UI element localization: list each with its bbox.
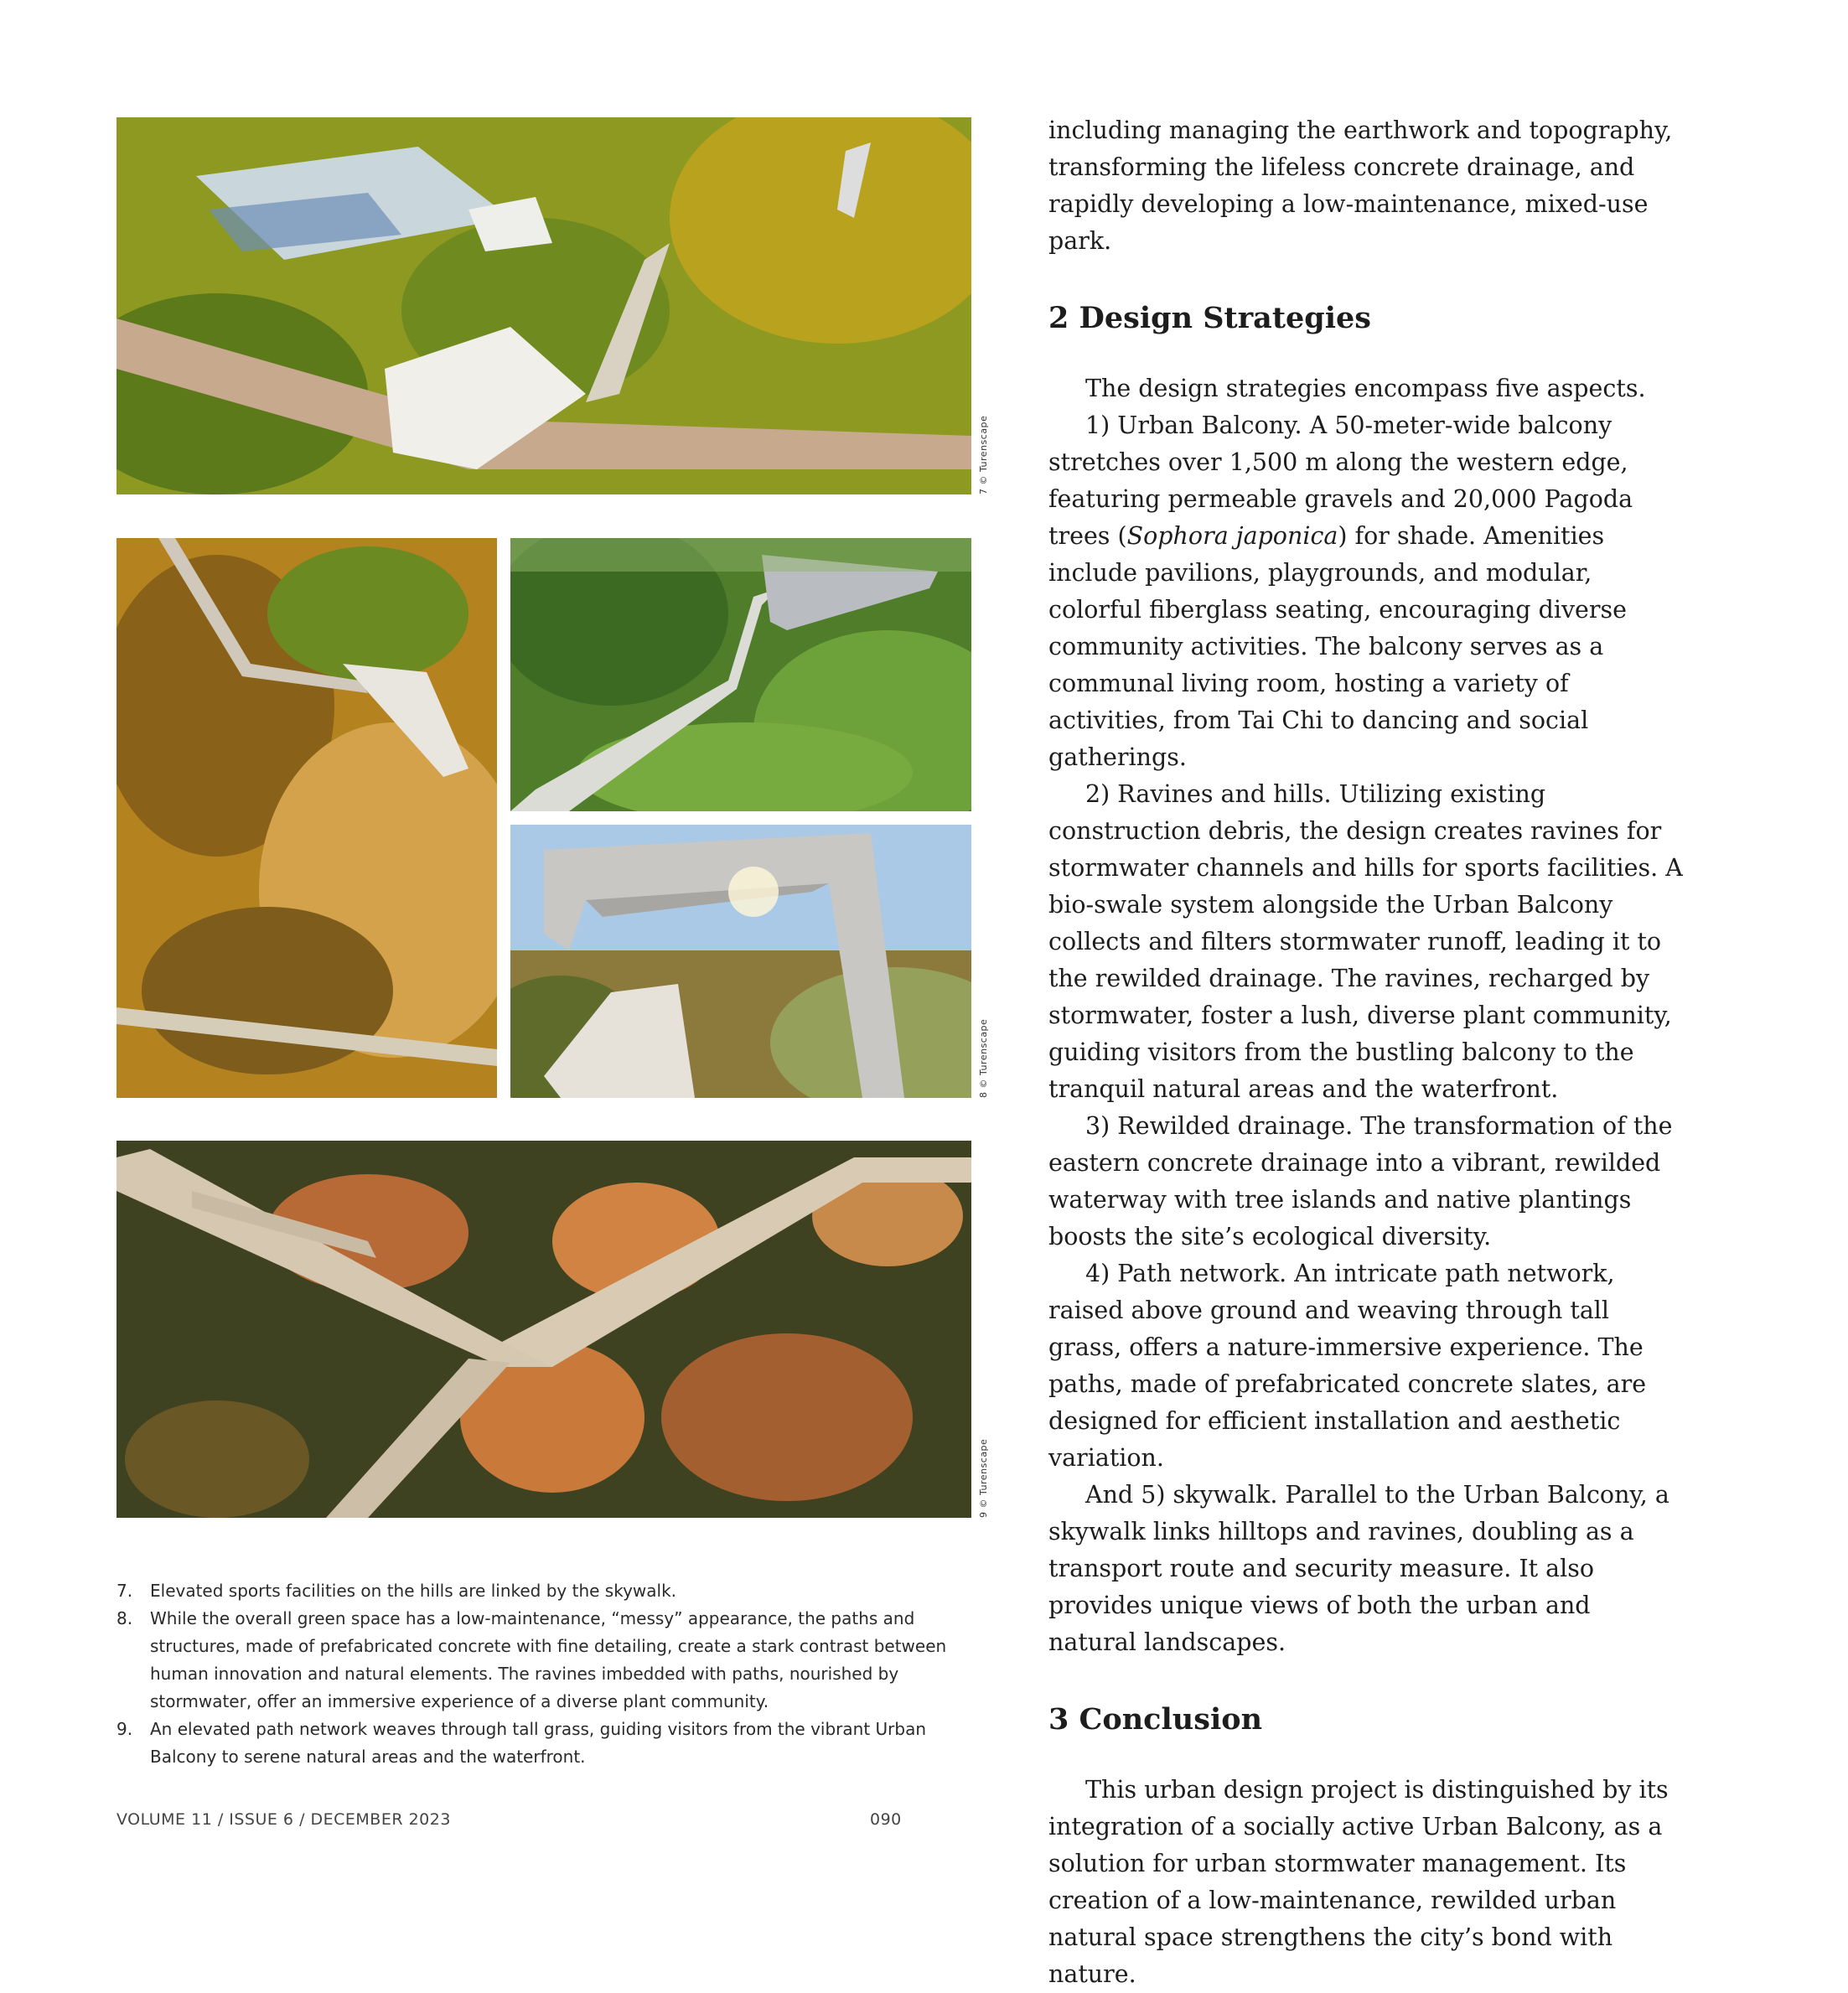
heading-conclusion: 3 Conclusion xyxy=(1048,1702,1263,1737)
footer-volume: VOLUME 11 / ISSUE 6 / DECEMBER 2023 xyxy=(116,1810,451,1829)
figure-captions xyxy=(116,1577,971,1771)
paragraph-aspects: The design strategies encompass five aspects. xyxy=(1085,375,1646,402)
paragraph-urban-balcony: 1) Urban Balcony. A 50-meter-wide balcony stretches over 1,500 m along the western edge, featuring permeable gravels and 20,000 Pagoda trees (Sophora japonica) for shade. Amenities include pavilions, playgrounds, and modular, colorful fiberglass seating, encouraging diverse community activities. The balcony serves as a communal living room, hosting a variety of activities, from Tai Chi to dancing and social gatherings. xyxy=(1048,412,1633,771)
paragraph-rewilded-drainage: 3) Rewilded drainage. The transformation of the eastern concrete drainage into a vibrant, rewilded waterway with tree islands and native plantings boosts the site’s ecological diversity. xyxy=(1048,1112,1673,1250)
paragraph-skywalk: And 5) skywalk. Parallel to the Urban Balcony, a skywalk links hilltops and ravines, doubling as a transport route and security measure. It also provides unique views of both the urban and natural landscapes. xyxy=(1048,1481,1669,1656)
photo-green-path xyxy=(510,538,971,811)
caption-7: 7. Elevated sports facilities on the hills are linked by the skywalk. xyxy=(116,1581,677,1601)
photo-pavilion xyxy=(510,825,971,1098)
paragraph-path-network: 4) Path network. An intricate path network, raised above ground and weaving through tall grass, offers a nature-immersive experience. The paths, made of prefabricated concrete slates, are designed for efficient installation and aesthetic variation. xyxy=(1048,1260,1647,1472)
photo-sports-court-skywalk xyxy=(116,117,971,494)
photo-golden-ravine xyxy=(116,538,497,1098)
paragraph-conclusion: This urban design project is distinguished by its integration of a socially active Urban Balcony, as a solution for urban stormwater management. Its creation of a low-maintenance, rewilded urban natural space strengthens the city’s bond with nature. xyxy=(1048,1776,1669,1988)
photo-credit-7: 7 © Turenscape xyxy=(978,415,989,494)
caption-8: 8. While the overall green space has a low-maintenance, “messy” appearance, the paths and structures, made of prefabricated concrete with fine detailing, create a stark contrast between human innovation and natural elements. The ravines imbedded with paths, nourished by stormwater, offer an immersive experience of a diverse plant community. xyxy=(116,1608,947,1711)
caption-9: 9. An elevated path network weaves through tall grass, guiding visitors from the vibrant Urban Balcony to serene natural areas and the waterfront. xyxy=(116,1719,927,1767)
photo-credit-8: 8 © Turenscape xyxy=(978,1018,989,1098)
paragraph-ravines-hills: 2) Ravines and hills. Utilizing existing construction debris, the design creates ravines for stormwater channels and hills for sports facilities. A bio-swale system alongside the Urban Balcony collects and filters stormwater runoff, leading it to the rewilded drainage. The ravines, recharged by stormwater, foster a lush, diverse plant community, guiding visitors from the bustling balcony to the tranquil natural areas and the waterfront. xyxy=(1048,780,1683,1103)
intro-paragraph: including managing the earthwork and topography, transforming the lifeless concrete drainage, and rapidly developing a low-maintenance, mixed-use park. xyxy=(1048,116,1673,255)
body-column xyxy=(1048,112,1685,1993)
footer-page-number: 090 xyxy=(870,1810,902,1829)
photo-aerial-path-network xyxy=(116,1141,971,1518)
photo-credit-9: 9 © Turenscape xyxy=(978,1438,989,1518)
heading-design-strategies: 2 Design Strategies xyxy=(1048,301,1371,335)
